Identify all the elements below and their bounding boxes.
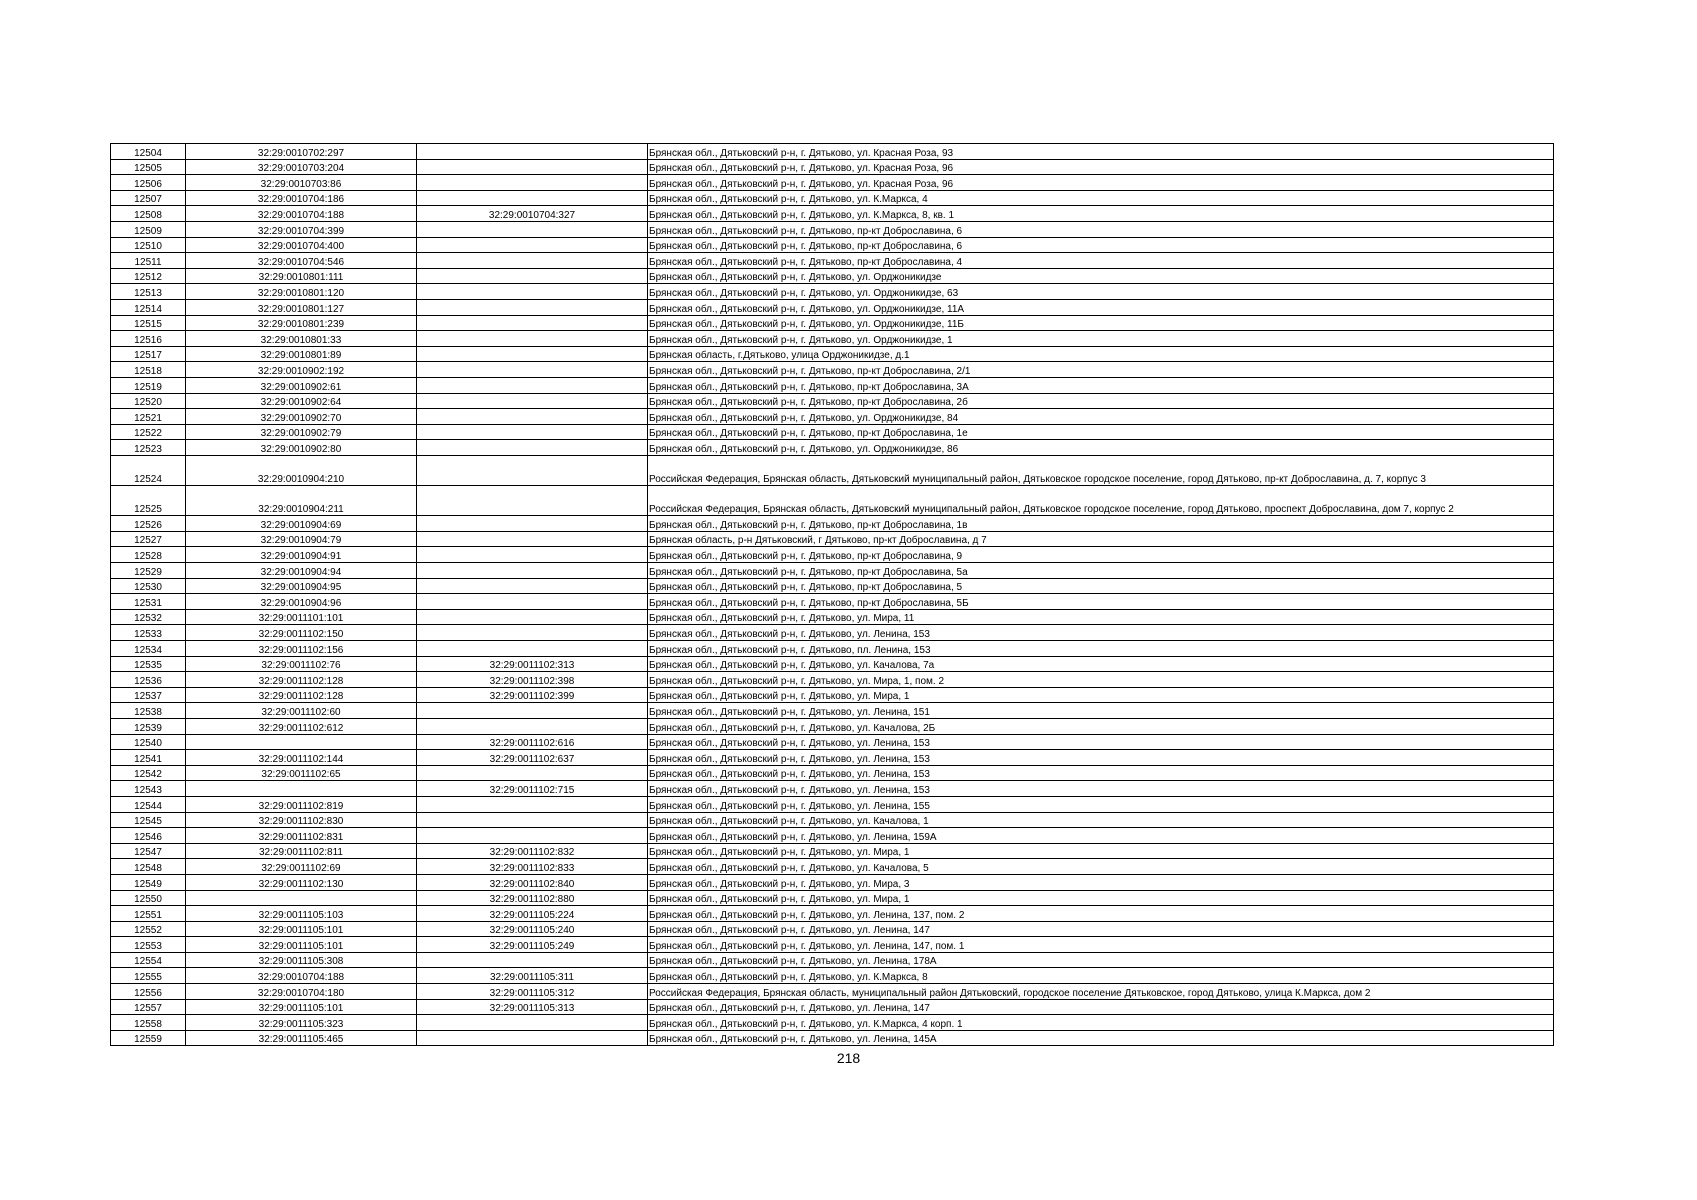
row-number-cell: 12542	[111, 765, 186, 781]
cadastral-number-cell: 32:29:0011105:323	[186, 1015, 417, 1031]
table-row	[111, 531, 1554, 547]
related-cadastral-number-cell	[417, 796, 648, 812]
row-number-cell: 12536	[111, 672, 186, 688]
row-number-cell: 12556	[111, 984, 186, 1000]
related-cadastral-number-cell	[417, 765, 648, 781]
related-cadastral-number-cell	[417, 594, 648, 610]
cadastral-number-cell: 32:29:0010801:89	[186, 346, 417, 362]
row-number-cell: 12525	[111, 486, 186, 516]
address-cell: Брянская обл., Дятьковский р-н, г. Дятьково, пр-кт Доброславина, 2б	[648, 393, 1554, 409]
table-row	[111, 656, 1554, 672]
cadastral-number-cell: 32:29:0010704:546	[186, 253, 417, 269]
page-number: 218	[836, 1050, 861, 1066]
address-cell: Брянская обл., Дятьковский р-н, г. Дятьково, ул. Орджоникидзе, 11А	[648, 299, 1554, 315]
row-number-cell: 12507	[111, 190, 186, 206]
related-cadastral-number-cell	[417, 547, 648, 563]
related-cadastral-number-cell	[417, 221, 648, 237]
address-cell: Брянская обл., Дятьковский р-н, г. Дятьково, ул. Ленина, 153	[648, 765, 1554, 781]
row-number-cell: 12517	[111, 346, 186, 362]
row-number-cell: 12552	[111, 921, 186, 937]
related-cadastral-number-cell	[417, 952, 648, 968]
related-cadastral-number-cell	[417, 268, 648, 284]
table-row	[111, 609, 1554, 625]
related-cadastral-number-cell	[417, 625, 648, 641]
row-number-cell: 12550	[111, 890, 186, 906]
row-number-cell: 12530	[111, 578, 186, 594]
cadastral-number-cell: 32:29:0011102:128	[186, 687, 417, 703]
cadastral-number-cell: 32:29:0011101:101	[186, 609, 417, 625]
cadastral-number-cell: 32:29:0011102:612	[186, 718, 417, 734]
address-cell: Брянская обл., Дятьковский р-н, г. Дятьково, ул. Орджоникидзе, 63	[648, 284, 1554, 300]
related-cadastral-number-cell	[417, 315, 648, 331]
related-cadastral-number-cell: 32:29:0011105:313	[417, 999, 648, 1015]
row-number-cell: 12524	[111, 455, 186, 485]
table-row	[111, 765, 1554, 781]
registry-table	[110, 143, 1554, 1046]
address-cell: Брянская обл., Дятьковский р-н, г. Дятьково, ул. Качалова, 2Б	[648, 718, 1554, 734]
address-cell: Брянская обл., Дятьковский р-н, г. Дятьково, ул. Мира, 1	[648, 890, 1554, 906]
address-cell: Брянская обл., Дятьковский р-н, г. Дятьково, ул. Мира, 3	[648, 874, 1554, 890]
table-row	[111, 455, 1554, 485]
table-row	[111, 175, 1554, 191]
cadastral-number-cell: 32:29:0010904:79	[186, 531, 417, 547]
related-cadastral-number-cell: 32:29:0011102:880	[417, 890, 648, 906]
table-row	[111, 516, 1554, 532]
address-cell: Брянская обл., Дятьковский р-н, г. Дятьково, пр-кт Доброславина, 1в	[648, 516, 1554, 532]
related-cadastral-number-cell	[417, 409, 648, 425]
cadastral-number-cell: 32:29:0011105:101	[186, 937, 417, 953]
table-row	[111, 424, 1554, 440]
table-row	[111, 703, 1554, 719]
related-cadastral-number-cell: 32:29:0011102:637	[417, 750, 648, 766]
related-cadastral-number-cell	[417, 563, 648, 579]
row-number-cell: 12558	[111, 1015, 186, 1031]
row-number-cell: 12518	[111, 362, 186, 378]
address-cell: Брянская обл., Дятьковский р-н, г. Дятьково, ул. Ленина, 153	[648, 734, 1554, 750]
cadastral-number-cell	[186, 890, 417, 906]
table-row	[111, 1015, 1554, 1031]
related-cadastral-number-cell	[417, 331, 648, 347]
address-cell: Брянская обл., Дятьковский р-н, г. Дятьково, ул. Ленина, 151	[648, 703, 1554, 719]
table-row	[111, 190, 1554, 206]
address-cell: Брянская обл., Дятьковский р-н, г. Дятьково, ул. Ленина, 153	[648, 750, 1554, 766]
cadastral-number-cell: 32:29:0010801:127	[186, 299, 417, 315]
related-cadastral-number-cell: 32:29:0011102:715	[417, 781, 648, 797]
address-cell: Брянская обл., Дятьковский р-н, г. Дятьково, ул. Мира, 11	[648, 609, 1554, 625]
row-number-cell: 12547	[111, 843, 186, 859]
address-cell: Брянская обл., Дятьковский р-н, г. Дятьково, ул. Красная Роза, 96	[648, 159, 1554, 175]
row-number-cell: 12543	[111, 781, 186, 797]
row-number-cell: 12504	[111, 144, 186, 160]
table-row	[111, 906, 1554, 922]
related-cadastral-number-cell	[417, 424, 648, 440]
address-cell: Брянская обл., Дятьковский р-н, г. Дятьково, ул. Ленина, 153	[648, 781, 1554, 797]
related-cadastral-number-cell	[417, 486, 648, 516]
cadastral-number-cell: 32:29:0010704:399	[186, 221, 417, 237]
related-cadastral-number-cell	[417, 1015, 648, 1031]
row-number-cell: 12541	[111, 750, 186, 766]
cadastral-number-cell: 32:29:0011105:465	[186, 1030, 417, 1046]
related-cadastral-number-cell	[417, 346, 648, 362]
cadastral-number-cell: 32:29:0010704:188	[186, 968, 417, 984]
cadastral-number-cell: 32:29:0010904:96	[186, 594, 417, 610]
cadastral-number-cell: 32:29:0011102:130	[186, 874, 417, 890]
related-cadastral-number-cell: 32:29:0011105:240	[417, 921, 648, 937]
address-cell: Брянская обл., Дятьковский р-н, г. Дятьково, ул. Мира, 1, пом. 2	[648, 672, 1554, 688]
address-cell: Брянская обл., Дятьковский р-н, г. Дятьково, пр-кт Доброславина, 5Б	[648, 594, 1554, 610]
row-number-cell: 12557	[111, 999, 186, 1015]
row-number-cell: 12505	[111, 159, 186, 175]
address-cell: Брянская обл., Дятьковский р-н, г. Дятьково, пр-кт Доброславина, 2/1	[648, 362, 1554, 378]
related-cadastral-number-cell: 32:29:0011102:833	[417, 859, 648, 875]
address-cell: Брянская обл., Дятьковский р-н, г. Дятьково, пр-кт Доброславина, 1е	[648, 424, 1554, 440]
cadastral-number-cell: 32:29:0010904:95	[186, 578, 417, 594]
table-row	[111, 486, 1554, 516]
table-row	[111, 393, 1554, 409]
related-cadastral-number-cell	[417, 190, 648, 206]
row-number-cell: 12522	[111, 424, 186, 440]
related-cadastral-number-cell: 32:29:0011105:311	[417, 968, 648, 984]
cadastral-number-cell: 32:29:0011105:103	[186, 906, 417, 922]
address-cell: Брянская обл., Дятьковский р-н, г. Дятьково, ул. К.Маркса, 8, кв. 1	[648, 206, 1554, 222]
row-number-cell: 12545	[111, 812, 186, 828]
related-cadastral-number-cell	[417, 812, 648, 828]
cadastral-number-cell: 32:29:0010904:211	[186, 486, 417, 516]
cadastral-number-cell: 32:29:0011102:144	[186, 750, 417, 766]
address-cell: Брянская обл., Дятьковский р-н, г. Дятьково, ул. К.Маркса, 8	[648, 968, 1554, 984]
related-cadastral-number-cell	[417, 578, 648, 594]
cadastral-number-cell: 32:29:0010904:94	[186, 563, 417, 579]
cadastral-number-cell: 32:29:0010902:64	[186, 393, 417, 409]
cadastral-number-cell: 32:29:0011105:308	[186, 952, 417, 968]
table-row	[111, 750, 1554, 766]
cadastral-number-cell: 32:29:0010902:70	[186, 409, 417, 425]
related-cadastral-number-cell	[417, 377, 648, 393]
table-row	[111, 409, 1554, 425]
cadastral-number-cell: 32:29:0011102:60	[186, 703, 417, 719]
row-number-cell: 12549	[111, 874, 186, 890]
address-cell: Российская Федерация, Брянская область, Дятьковский муниципальный район, Дятьковское городское поселение, город Дятьково, проспект Доброславина, дом 7, корпус 2	[648, 486, 1554, 516]
table-row	[111, 440, 1554, 456]
related-cadastral-number-cell	[417, 159, 648, 175]
address-cell: Брянская обл., Дятьковский р-н, г. Дятьково, пр-кт Доброславина, 5	[648, 578, 1554, 594]
table-row	[111, 206, 1554, 222]
row-number-cell: 12510	[111, 237, 186, 253]
related-cadastral-number-cell	[417, 1030, 648, 1046]
table-row	[111, 781, 1554, 797]
related-cadastral-number-cell	[417, 362, 648, 378]
related-cadastral-number-cell	[417, 144, 648, 160]
row-number-cell: 12513	[111, 284, 186, 300]
related-cadastral-number-cell	[417, 284, 648, 300]
related-cadastral-number-cell: 32:29:0011102:616	[417, 734, 648, 750]
row-number-cell: 12527	[111, 531, 186, 547]
address-cell: Брянская обл., Дятьковский р-н, г. Дятьково, ул. Качалова, 5	[648, 859, 1554, 875]
related-cadastral-number-cell: 32:29:0011102:399	[417, 687, 648, 703]
table-row	[111, 253, 1554, 269]
row-number-cell: 12540	[111, 734, 186, 750]
address-cell: Брянская обл., Дятьковский р-н, г. Дятьково, ул. Качалова, 1	[648, 812, 1554, 828]
cadastral-number-cell: 32:29:0010704:400	[186, 237, 417, 253]
address-cell: Брянская обл., Дятьковский р-н, г. Дятьково, пл. Ленина, 153	[648, 641, 1554, 657]
address-cell: Брянская обл., Дятьковский р-н, г. Дятьково, ул. Орджоникидзе, 11Б	[648, 315, 1554, 331]
table-row	[111, 377, 1554, 393]
table-row	[111, 937, 1554, 953]
cadastral-number-cell: 32:29:0010704:188	[186, 206, 417, 222]
table-row	[111, 874, 1554, 890]
cadastral-number-cell: 32:29:0011102:831	[186, 828, 417, 844]
related-cadastral-number-cell: 32:29:0010704:327	[417, 206, 648, 222]
address-cell: Брянская обл., Дятьковский р-н, г. Дятьково, пр-кт Доброславина, 6	[648, 237, 1554, 253]
related-cadastral-number-cell	[417, 609, 648, 625]
table-row	[111, 952, 1554, 968]
table-row	[111, 346, 1554, 362]
related-cadastral-number-cell	[417, 641, 648, 657]
address-cell: Брянская обл., Дятьковский р-н, г. Дятьково, ул. К.Маркса, 4 корп. 1	[648, 1015, 1554, 1031]
table-row	[111, 812, 1554, 828]
cadastral-number-cell: 32:29:0011105:101	[186, 999, 417, 1015]
address-cell: Брянская обл., Дятьковский р-н, г. Дятьково, ул. Орджоникидзе, 1	[648, 331, 1554, 347]
table-row	[111, 796, 1554, 812]
row-number-cell: 12516	[111, 331, 186, 347]
address-cell: Брянская обл., Дятьковский р-н, г. Дятьково, пр-кт Доброславина, 4	[648, 253, 1554, 269]
address-cell: Брянская обл., Дятьковский р-н, г. Дятьково, ул. Ленина, 153	[648, 625, 1554, 641]
row-number-cell: 12511	[111, 253, 186, 269]
table-row	[111, 828, 1554, 844]
table-row	[111, 625, 1554, 641]
table-row	[111, 299, 1554, 315]
address-cell: Брянская область, г.Дятьково, улица Орджоникидзе, д.1	[648, 346, 1554, 362]
row-number-cell: 12506	[111, 175, 186, 191]
cadastral-number-cell	[186, 781, 417, 797]
row-number-cell: 12551	[111, 906, 186, 922]
address-cell: Брянская обл., Дятьковский р-н, г. Дятьково, ул. Ленина, 145А	[648, 1030, 1554, 1046]
cadastral-number-cell: 32:29:0010801:111	[186, 268, 417, 284]
row-number-cell: 12553	[111, 937, 186, 953]
table-row	[111, 718, 1554, 734]
row-number-cell: 12534	[111, 641, 186, 657]
table-row	[111, 547, 1554, 563]
address-cell: Брянская обл., Дятьковский р-н, г. Дятьково, ул. Орджоникидзе, 84	[648, 409, 1554, 425]
table-row	[111, 594, 1554, 610]
cadastral-number-cell: 32:29:0010902:61	[186, 377, 417, 393]
address-cell: Брянская обл., Дятьковский р-н, г. Дятьково, пр-кт Доброславина, 3А	[648, 377, 1554, 393]
row-number-cell: 12544	[111, 796, 186, 812]
address-cell: Брянская обл., Дятьковский р-н, г. Дятьково, пр-кт Доброславина, 5а	[648, 563, 1554, 579]
table-row	[111, 984, 1554, 1000]
related-cadastral-number-cell	[417, 393, 648, 409]
address-cell: Брянская обл., Дятьковский р-н, г. Дятьково, ул. Орджоникидзе, 86	[648, 440, 1554, 456]
registry-table-body	[111, 144, 1554, 1046]
address-cell: Брянская обл., Дятьковский р-н, г. Дятьково, ул. К.Маркса, 4	[648, 190, 1554, 206]
address-cell: Брянская обл., Дятьковский р-н, г. Дятьково, ул. Мира, 1	[648, 843, 1554, 859]
row-number-cell: 12520	[111, 393, 186, 409]
table-row	[111, 331, 1554, 347]
row-number-cell: 12509	[111, 221, 186, 237]
row-number-cell: 12546	[111, 828, 186, 844]
related-cadastral-number-cell	[417, 253, 648, 269]
cadastral-number-cell: 32:29:0011102:128	[186, 672, 417, 688]
cadastral-number-cell: 32:29:0011102:150	[186, 625, 417, 641]
related-cadastral-number-cell	[417, 531, 648, 547]
row-number-cell: 12555	[111, 968, 186, 984]
address-cell: Брянская обл., Дятьковский р-н, г. Дятьково, ул. Качалова, 7а	[648, 656, 1554, 672]
row-number-cell: 12519	[111, 377, 186, 393]
table-row	[111, 999, 1554, 1015]
cadastral-number-cell: 32:29:0011105:101	[186, 921, 417, 937]
table-row	[111, 641, 1554, 657]
table-row	[111, 563, 1554, 579]
related-cadastral-number-cell	[417, 175, 648, 191]
table-row	[111, 221, 1554, 237]
table-row	[111, 890, 1554, 906]
table-row	[111, 578, 1554, 594]
cadastral-number-cell: 32:29:0011102:811	[186, 843, 417, 859]
cadastral-number-cell: 32:29:0011102:819	[186, 796, 417, 812]
row-number-cell: 12539	[111, 718, 186, 734]
row-number-cell: 12512	[111, 268, 186, 284]
address-cell: Российская Федерация, Брянская область, муниципальный район Дятьковский, городское поселение Дятьковское, город Дятьково, улица К.Маркса, дом 2	[648, 984, 1554, 1000]
cadastral-number-cell: 32:29:0011102:156	[186, 641, 417, 657]
row-number-cell: 12531	[111, 594, 186, 610]
table-row	[111, 144, 1554, 160]
cadastral-number-cell: 32:29:0011102:69	[186, 859, 417, 875]
address-cell: Брянская обл., Дятьковский р-н, г. Дятьково, ул. Ленина, 147, пом. 1	[648, 937, 1554, 953]
related-cadastral-number-cell	[417, 718, 648, 734]
address-cell: Российская Федерация, Брянская область, Дятьковский муниципальный район, Дятьковское городское поселение, город Дятьково, пр-кт Доброславина, д. 7, корпус 3	[648, 455, 1554, 485]
table-row	[111, 859, 1554, 875]
row-number-cell: 12523	[111, 440, 186, 456]
address-cell: Брянская обл., Дятьковский р-н, г. Дятьково, пр-кт Доброславина, 6	[648, 221, 1554, 237]
cadastral-number-cell: 32:29:0010904:210	[186, 455, 417, 485]
table-row	[111, 968, 1554, 984]
cadastral-number-cell: 32:29:0010902:192	[186, 362, 417, 378]
cadastral-number-cell: 32:29:0010801:120	[186, 284, 417, 300]
table-row	[111, 921, 1554, 937]
row-number-cell: 12526	[111, 516, 186, 532]
address-cell: Брянская обл., Дятьковский р-н, г. Дятьково, ул. Ленина, 147	[648, 921, 1554, 937]
table-row	[111, 843, 1554, 859]
row-number-cell: 12533	[111, 625, 186, 641]
row-number-cell: 12515	[111, 315, 186, 331]
table-row	[111, 1030, 1554, 1046]
address-cell: Брянская обл., Дятьковский р-н, г. Дятьково, ул. Орджоникидзе	[648, 268, 1554, 284]
related-cadastral-number-cell: 32:29:0011102:313	[417, 656, 648, 672]
table-row	[111, 734, 1554, 750]
row-number-cell: 12514	[111, 299, 186, 315]
cadastral-number-cell: 32:29:0010904:91	[186, 547, 417, 563]
address-cell: Брянская обл., Дятьковский р-н, г. Дятьково, ул. Красная Роза, 96	[648, 175, 1554, 191]
cadastral-number-cell: 32:29:0010704:186	[186, 190, 417, 206]
related-cadastral-number-cell	[417, 455, 648, 485]
row-number-cell: 12537	[111, 687, 186, 703]
cadastral-number-cell: 32:29:0011102:76	[186, 656, 417, 672]
cadastral-number-cell: 32:29:0010902:79	[186, 424, 417, 440]
row-number-cell: 12532	[111, 609, 186, 625]
cadastral-number-cell: 32:29:0010703:204	[186, 159, 417, 175]
address-cell: Брянская обл., Дятьковский р-н, г. Дятьково, пр-кт Доброславина, 9	[648, 547, 1554, 563]
table-row	[111, 672, 1554, 688]
cadastral-number-cell: 32:29:0010902:80	[186, 440, 417, 456]
cadastral-number-cell: 32:29:0011102:830	[186, 812, 417, 828]
row-number-cell: 12528	[111, 547, 186, 563]
address-cell: Брянская обл., Дятьковский р-н, г. Дятьково, ул. Мира, 1	[648, 687, 1554, 703]
related-cadastral-number-cell: 32:29:0011105:249	[417, 937, 648, 953]
table-row	[111, 315, 1554, 331]
cadastral-number-cell: 32:29:0010801:33	[186, 331, 417, 347]
table-row	[111, 687, 1554, 703]
address-cell: Брянская обл., Дятьковский р-н, г. Дятьково, ул. Ленина, 159А	[648, 828, 1554, 844]
table-row	[111, 268, 1554, 284]
address-cell: Брянская обл., Дятьковский р-н, г. Дятьково, ул. Ленина, 155	[648, 796, 1554, 812]
address-cell: Брянская обл., Дятьковский р-н, г. Дятьково, ул. Ленина, 147	[648, 999, 1554, 1015]
row-number-cell: 12548	[111, 859, 186, 875]
cadastral-number-cell: 32:29:0010801:239	[186, 315, 417, 331]
related-cadastral-number-cell	[417, 516, 648, 532]
cadastral-number-cell: 32:29:0010703:86	[186, 175, 417, 191]
related-cadastral-number-cell: 32:29:0011105:224	[417, 906, 648, 922]
row-number-cell: 12529	[111, 563, 186, 579]
related-cadastral-number-cell	[417, 828, 648, 844]
cadastral-number-cell	[186, 734, 417, 750]
row-number-cell: 12535	[111, 656, 186, 672]
row-number-cell: 12554	[111, 952, 186, 968]
related-cadastral-number-cell	[417, 703, 648, 719]
cadastral-number-cell: 32:29:0010904:69	[186, 516, 417, 532]
related-cadastral-number-cell: 32:29:0011102:840	[417, 874, 648, 890]
table-row	[111, 237, 1554, 253]
address-cell: Брянская обл., Дятьковский р-н, г. Дятьково, ул. Ленина, 137, пом. 2	[648, 906, 1554, 922]
cadastral-number-cell: 32:29:0010704:180	[186, 984, 417, 1000]
row-number-cell: 12521	[111, 409, 186, 425]
related-cadastral-number-cell: 32:29:0011102:832	[417, 843, 648, 859]
address-cell: Брянская обл., Дятьковский р-н, г. Дятьково, ул. Ленина, 178А	[648, 952, 1554, 968]
related-cadastral-number-cell	[417, 237, 648, 253]
related-cadastral-number-cell: 32:29:0011105:312	[417, 984, 648, 1000]
cadastral-number-cell: 32:29:0010702:297	[186, 144, 417, 160]
related-cadastral-number-cell: 32:29:0011102:398	[417, 672, 648, 688]
related-cadastral-number-cell	[417, 299, 648, 315]
row-number-cell: 12538	[111, 703, 186, 719]
table-row	[111, 159, 1554, 175]
row-number-cell: 12559	[111, 1030, 186, 1046]
related-cadastral-number-cell	[417, 440, 648, 456]
table-row	[111, 362, 1554, 378]
table-row	[111, 284, 1554, 300]
cadastral-number-cell: 32:29:0011102:65	[186, 765, 417, 781]
address-cell: Брянская обл., Дятьковский р-н, г. Дятьково, ул. Красная Роза, 93	[648, 144, 1554, 160]
address-cell: Брянская область, р-н Дятьковский, г Дятьково, пр-кт Доброславина, д 7	[648, 531, 1554, 547]
row-number-cell: 12508	[111, 206, 186, 222]
